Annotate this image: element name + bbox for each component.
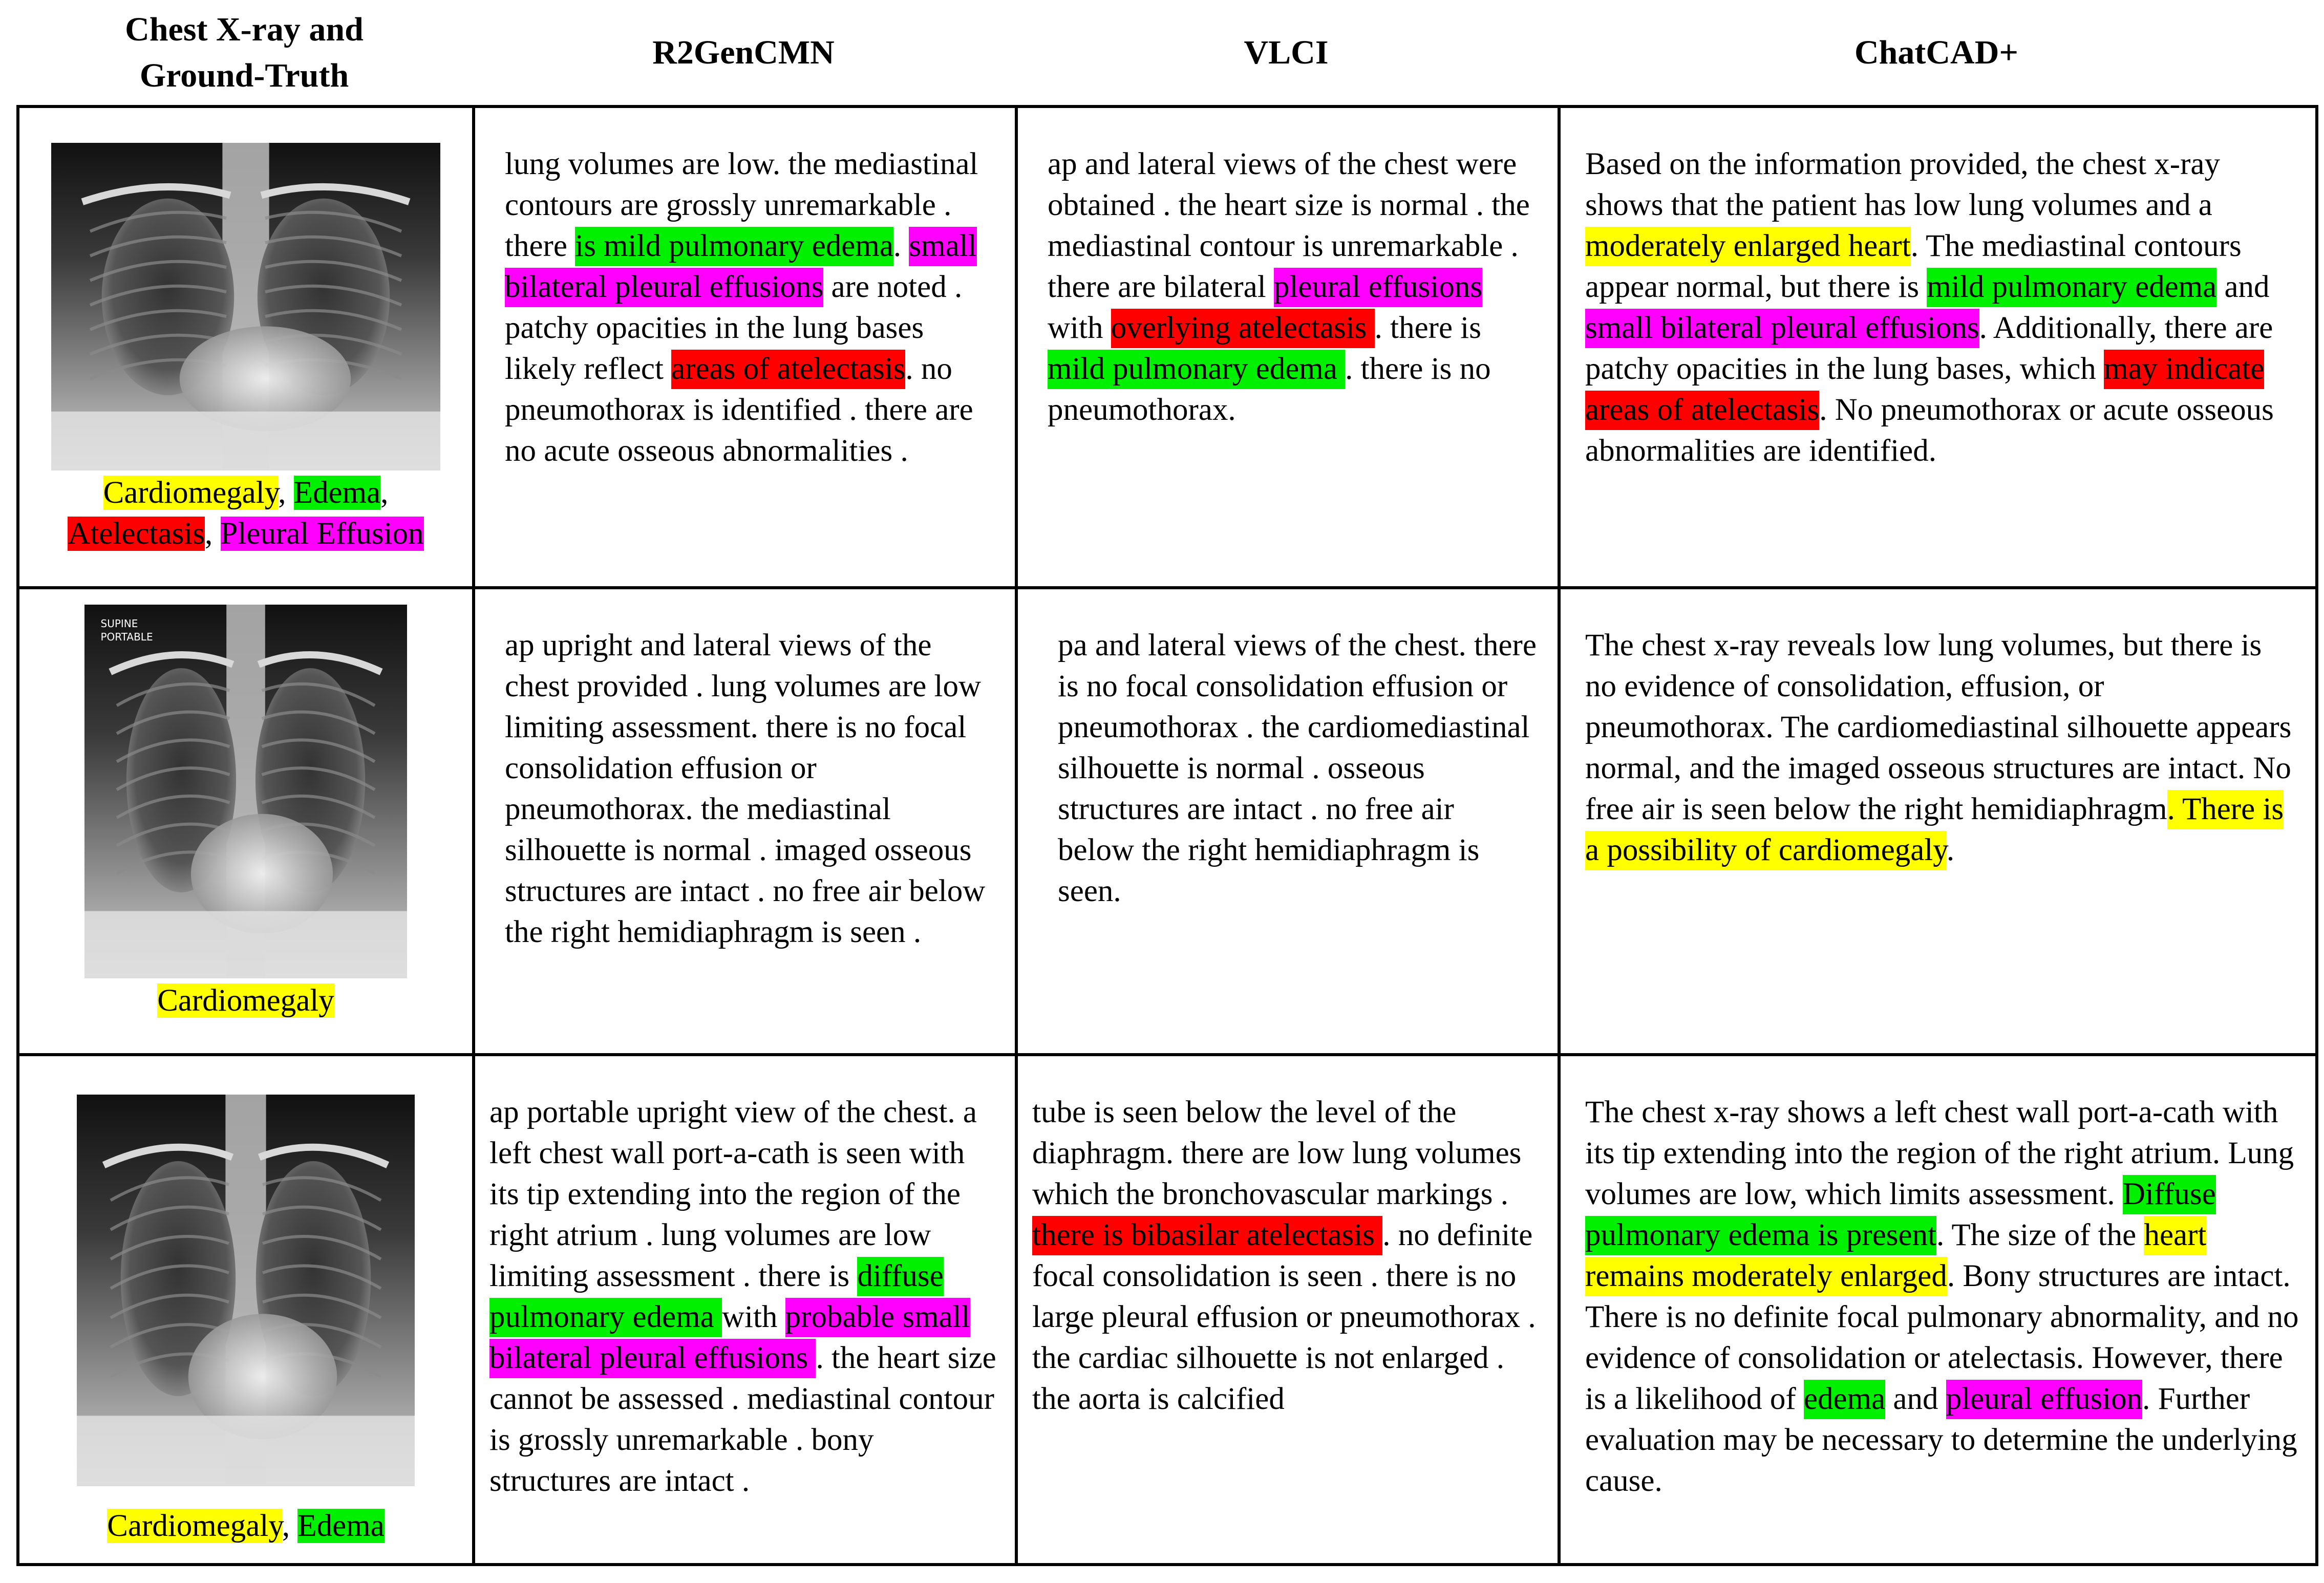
report-text: . No pneumothorax or acute osseous abnormalities are identified. — [1585, 393, 2274, 468]
ground-truth-labels — [107, 1506, 384, 1547]
highlighted-finding: Diffuse pulmonary edema is present — [1585, 1175, 2216, 1255]
chest-xray-image — [51, 143, 440, 470]
report-chatcad-plus — [1559, 1055, 2317, 1565]
chest-xray-image — [84, 605, 407, 978]
report-text: ap and lateral views of the chest were obtained . the heart size is normal . the mediastinal contour is unremarkable . there are bilateral — [1048, 147, 1530, 304]
report-text: . no definite focal consolidation is seen . there is no large pleural effusion or pneumothorax . the cardiac silhouette is not enlarged . the aorta is calcified — [1032, 1218, 1536, 1416]
report-text: . Additionally, there are patchy opacities in the lung bases, which — [1585, 311, 2273, 386]
highlighted-finding: there is bibasilar atelectasis — [1032, 1216, 1382, 1255]
highlighted-finding: edema — [1804, 1380, 1885, 1419]
report-text: . there is — [1374, 311, 1481, 345]
highlighted-finding: small bilateral pleural effusions — [505, 227, 977, 307]
xray-overlay-text: SUPINE — [100, 617, 138, 630]
report-text: . Further evaluation may be necessary to determine the underlying cause. — [1585, 1382, 2297, 1498]
report-r2gencmn — [474, 1055, 1016, 1565]
report-text: and — [1885, 1382, 1946, 1416]
report-text: are noted . patchy opacities in the lung bases likely reflect — [505, 270, 963, 386]
report-r2gencmn — [474, 106, 1016, 588]
report-text: . The size of the — [1936, 1218, 2144, 1252]
highlighted-finding: diffuse pulmonary edema — [489, 1257, 944, 1337]
report-text: The chest x-ray shows a left chest wall port-a-cath with its tip extending into the region of the right atrium. Lung volumes are low, which limits assessment. — [1585, 1095, 2294, 1211]
table-row — [18, 1055, 2317, 1565]
report-chatcad-plus — [1559, 106, 2317, 588]
highlighted-finding: pleural effusion — [1946, 1380, 2142, 1419]
chest-xray-image — [77, 1095, 415, 1486]
highlighted-finding: is mild pulmonary edema — [575, 227, 893, 266]
xray-overlay-text: PORTABLE — [100, 630, 153, 643]
header-vlci: VLCI — [1244, 33, 1329, 71]
ground-truth-labels — [157, 980, 334, 1021]
highlighted-finding: may indicate areas of atelectasis — [1585, 350, 2264, 430]
report-text: . the heart size cannot be assessed . mediastinal contour is grossly unremarkable . bony structures are intact . — [489, 1341, 996, 1498]
highlighted-finding: probable small bilateral pleural effusions — [489, 1298, 970, 1378]
report-text: Based on the information provided, the chest x-ray shows that the patient has low lung volumes and a — [1585, 147, 2220, 222]
ground-truth-label: Pleural Effusion — [220, 517, 424, 551]
label-separator: , — [278, 476, 294, 510]
report-vlci — [1016, 106, 1559, 588]
highlighted-finding: mild pulmonary edema — [1927, 268, 2216, 307]
table-row — [18, 106, 2317, 588]
header-chatcad-plus: ChatCAD+ — [1854, 33, 2018, 71]
diaphragm-shape — [84, 911, 407, 978]
highlighted-finding: moderately enlarged heart — [1585, 227, 1911, 266]
ground-truth-label: Atelectasis — [68, 517, 205, 551]
xray-cell — [18, 1055, 474, 1565]
xray-cell — [18, 106, 474, 588]
report-text: and — [2216, 270, 2270, 304]
header-r2gencmn: R2GenCMN — [652, 33, 835, 71]
ground-truth-labels — [68, 473, 423, 554]
report-text: . Bony structures are intact. There is no definite focal pulmonary abnormality, and no evidence of consolidation or atelectasis. However, there is a likelihood of — [1585, 1259, 2299, 1416]
highlighted-finding: overlying atelectasis — [1111, 309, 1375, 348]
highlighted-finding: pleural effusions — [1274, 268, 1482, 307]
report-text: . — [893, 229, 909, 263]
xray-cell — [18, 588, 474, 1055]
report-text: . — [1946, 833, 1955, 867]
header-ground-truth: Chest X-ray and Ground-Truth — [125, 11, 364, 94]
highlighted-finding: areas of atelectasis — [671, 350, 905, 389]
report-vlci — [1016, 1055, 1559, 1565]
highlighted-finding: small bilateral pleural effusions — [1585, 309, 1979, 348]
comparison-table — [16, 105, 2318, 1566]
label-separator: , — [205, 517, 221, 551]
ground-truth-label: Cardiomegaly — [157, 983, 334, 1018]
highlighted-finding: mild pulmonary edema — [1048, 350, 1345, 389]
ground-truth-label: Edema — [297, 1509, 385, 1543]
ground-truth-label: Cardiomegaly — [107, 1509, 282, 1543]
table-row — [18, 588, 2317, 1055]
report-text: ap portable upright view of the chest. a left chest wall port-a-cath is seen with its tip extending into the region of the right atrium . lung volumes are low limiting assessment . there is — [489, 1095, 977, 1293]
diaphragm-shape — [51, 412, 440, 470]
report-text: tube is seen below the level of the diaphragm. there are low lung volumes which the bronchovascular markings . — [1032, 1095, 1522, 1211]
report-text: . The mediastinal contours appear normal, but there is — [1585, 229, 2242, 304]
label-separator: , — [380, 476, 389, 510]
ground-truth-label: Edema — [293, 476, 381, 510]
report-text: The chest x-ray reveals low lung volumes, but there is no evidence of consolidation, effusion, or pneumothorax. The cardiomediastinal silhouette appears normal, and the imaged osseous structures are intact. No free air is seen below the right hemidiaphragm — [1585, 628, 2292, 826]
report-text: with — [721, 1300, 785, 1334]
report-r2gencmn — [474, 588, 1016, 1055]
ground-truth-label: Cardiomegaly — [103, 476, 279, 510]
label-separator: , — [282, 1509, 298, 1543]
report-text: . no pneumothorax is identified . there are no acute osseous abnormalities . — [505, 352, 973, 468]
report-text: with — [1048, 311, 1111, 345]
report-text: pa and lateral views of the chest. there is no focal consolidation effusion or pneumothorax . the cardiomediastinal silhouette is normal . osseous structures are intact . no free air below the right hemidiaphragm is seen. — [1058, 628, 1537, 908]
highlighted-finding: heart remains moderately enlarged — [1585, 1216, 2206, 1296]
report-chatcad-plus — [1559, 588, 2317, 1055]
report-text: lung volumes are low. the mediastinal contours are grossly unremarkable . there — [505, 147, 978, 263]
diaphragm-shape — [77, 1416, 415, 1486]
highlighted-finding: . There is a possibility of cardiomegaly — [1585, 790, 2284, 870]
report-text: ap upright and lateral views of the chest provided . lung volumes are low limiting assessment. there is no focal consolidation effusion or pneumothorax. the mediastinal silhouette is normal . imaged osseous structures are intact . no free air below the right hemidiaphragm is seen . — [505, 628, 986, 949]
report-vlci — [1016, 588, 1559, 1055]
report-text: . there is no pneumothorax. — [1048, 352, 1491, 427]
